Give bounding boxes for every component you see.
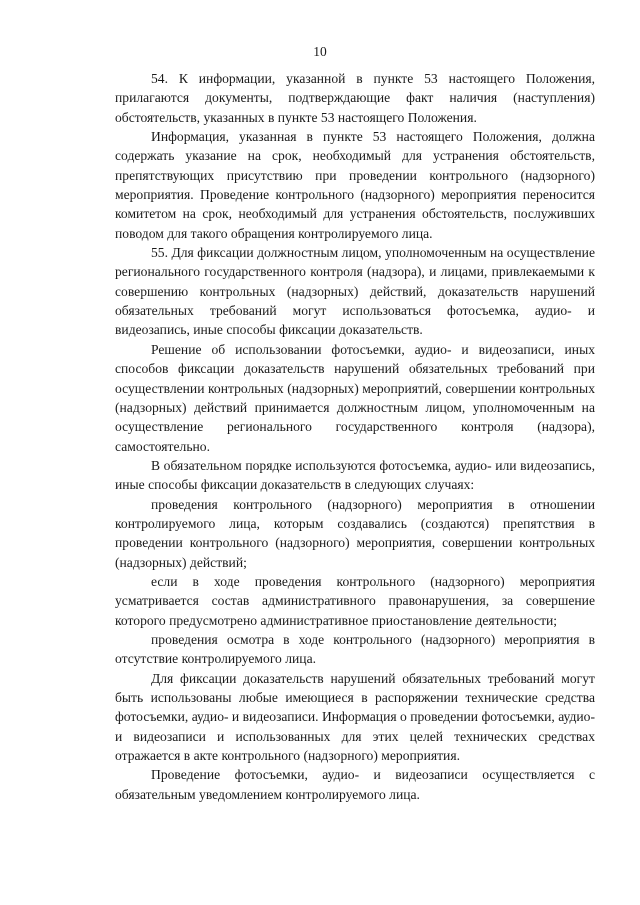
page-number: 10 xyxy=(313,44,327,59)
paragraph-54-documents: 54. К информации, указанной в пункте 53 настоящего Положения, прилагаются документы, подтверждающие факт наличия (наступления) обстоятельств, указанных в пункте 53 настоящего Положения. xyxy=(115,71,595,125)
list-item-obstruction-case: проведения контрольного (надзорного) мероприятия в отношении контролируемого лица, которым создавались (создаются) препятствия в проведении контрольного (надзорного) мероприятия, совершении контрольных (надзорных) действий; xyxy=(115,496,595,570)
list-item-inspection-absence-case: проведения осмотра в ходе контрольного (надзорного) мероприятия в отсутствие контролируемого лица. xyxy=(115,631,595,667)
paragraph-mandatory-recording: В обязательном порядке используются фотосъемка, аудио- или видеозапись, иные способы фиксации доказательств в следующих случаях: xyxy=(115,457,595,493)
document-body xyxy=(115,69,595,804)
paragraph-55-evidence-recording: 55. Для фиксации должностным лицом, уполномоченным на осуществление регионального государственного контроля (надзора), и лицами, привлекаемыми к совершению контрольных (надзорных) действий, доказательств нарушений обязательных требований могут использоваться фотосъемка, аудио- и видеозапись, иные способы фиксации доказательств. xyxy=(115,245,595,338)
paragraph-technical-means: Для фиксации доказательств нарушений обязательных требований могут быть использованы любые имеющиеся в распоряжении технические средства фотосъемки, аудио- и видеозаписи. Информация о проведении фотосъемки, аудио- и видеозаписи и использованных для этих целей технических средствах отражается в акте контрольного (надзорного) мероприятия. xyxy=(115,670,595,764)
list-item-administrative-offense-case: если в ходе проведения контрольного (надзорного) мероприятия усматривается состав административного правонарушения, за совершение которого предусмотрено административное приостановление деятельности; xyxy=(115,573,595,628)
paragraph-information-deadline: Информация, указанная в пункте 53 настоящего Положения, должна содержать указание на срок, необходимый для устранения обстоятельств, препятствующих присутствию при проведении контрольного (надзорного) мероприятия. Проведение контрольного (надзорного) мероприятия переносится комитетом на срок, необходимый для устранения обстоятельств, послуживших поводом для такого обращения контролируемого лица. xyxy=(115,129,595,241)
paragraph-decision-on-recording: Решение об использовании фотосъемки, аудио- и видеозаписи, иных способов фиксации доказательств нарушений обязательных требований при осуществлении контрольных (надзорных) мероприятий, совершении контрольных (надзорных) действий принимается должностным лицом, уполномоченным на осуществление регионального государственного контроля (надзора), самостоятельно. xyxy=(115,341,595,454)
paragraph-notification: Проведение фотосъемки, аудио- и видеозаписи осуществляется с обязательным уведомлением контролируемого лица. xyxy=(115,767,595,802)
